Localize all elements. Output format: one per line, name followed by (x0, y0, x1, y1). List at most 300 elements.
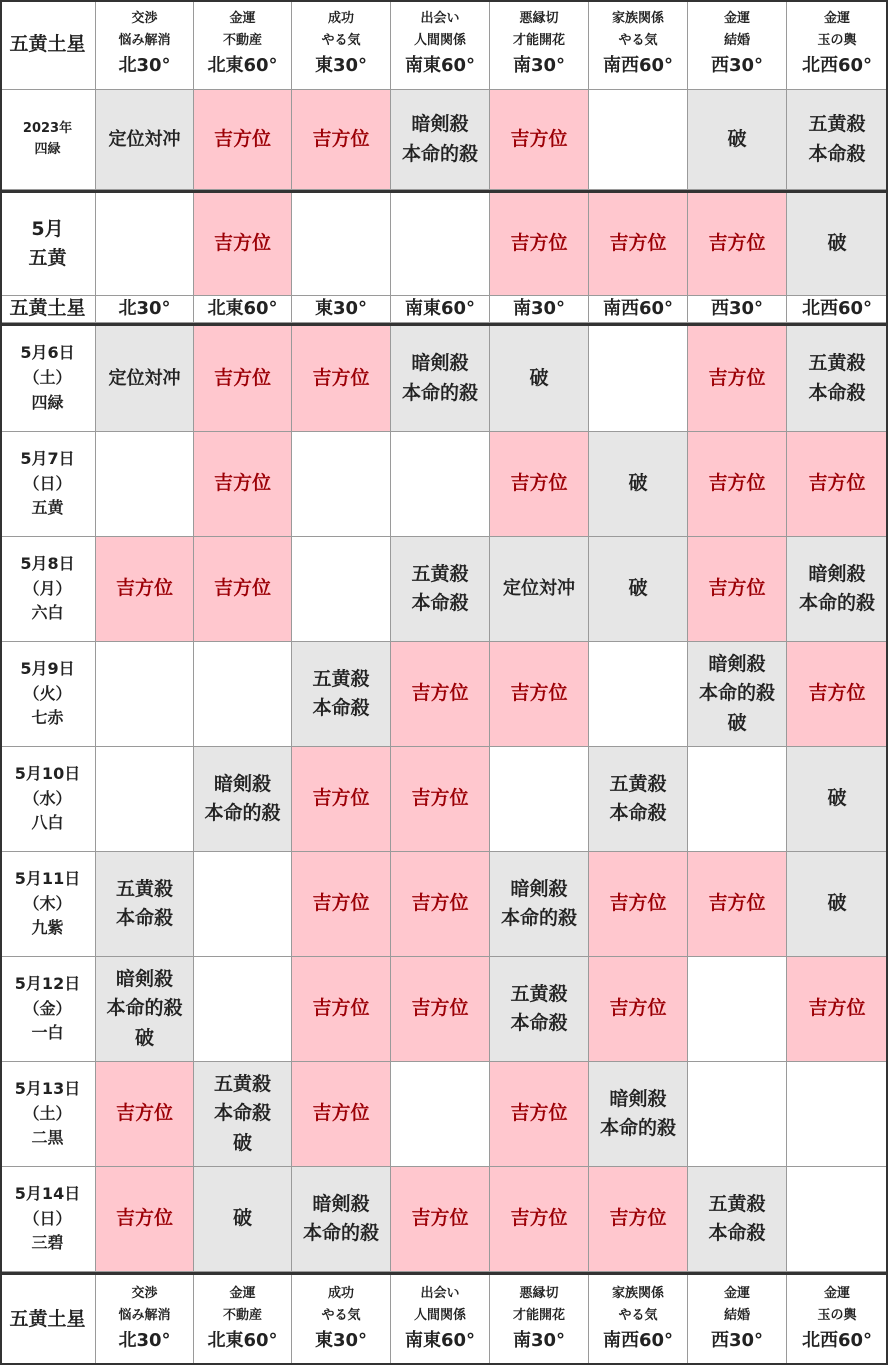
cell-text: 本命殺 (312, 697, 370, 719)
day-row-5-label (0, 747, 96, 852)
cell-text: 本命的殺 (599, 1117, 676, 1139)
month-row-cell-8 (787, 193, 888, 296)
day-row-8-label-line: 5月13日 (14, 1078, 81, 1098)
cell-text: 本命殺 (115, 907, 173, 929)
day-row-3-cell-7 (688, 537, 787, 642)
cell-text: 吉方位 (708, 892, 766, 915)
year-row-label-line: 2023年 (22, 121, 73, 137)
year-row-label-line: 四緑 (34, 141, 61, 157)
day-row-3-label-line: 5月8日 (20, 553, 75, 573)
cell-text: 破 (727, 127, 747, 150)
day-row-8-cell-7 (688, 1062, 787, 1167)
day-row-7-cell-6 (589, 957, 688, 1062)
cell-text: 本命的殺 (204, 802, 281, 824)
direction-purpose-2: 人間関係 (413, 1307, 466, 1323)
day-row-2-cell-7 (688, 432, 787, 537)
cell-text: 五黄殺 (808, 352, 866, 375)
header-direction-4 (391, 0, 490, 90)
cell-text: 吉方位 (312, 366, 370, 389)
footer-direction-1 (96, 1275, 194, 1365)
day-row-8-cell-1 (96, 1062, 194, 1167)
cell-text: 破 (827, 892, 847, 915)
cell-text: 本命殺 (609, 802, 667, 824)
day-row-7-cell-4 (391, 957, 490, 1062)
cell-text: 吉方位 (312, 892, 370, 915)
cell-text: 吉方位 (708, 577, 766, 600)
cell-text: 破 (727, 711, 747, 734)
day-row-5-cell-7 (688, 747, 787, 852)
day-row-4-label-line: 七赤 (31, 708, 64, 728)
cell-text: 吉方位 (609, 232, 667, 255)
day-row-1-cell-4 (391, 326, 490, 432)
cell-text: 五黄殺 (708, 1192, 766, 1215)
year-row-cell-3 (292, 90, 391, 190)
day-row-4-label-line: 5月9日 (20, 658, 75, 678)
day-row-7-label-line: 5月12日 (14, 973, 81, 993)
direction-angle: 東30° (314, 55, 368, 77)
cell-text: 吉方位 (510, 232, 568, 255)
day-row-9-label-line: 5月14日 (14, 1183, 81, 1203)
direction-angle: 北30° (118, 55, 171, 77)
year-row-cell-6 (589, 90, 688, 190)
month-row-label (0, 193, 96, 296)
day-row-8-cell-2 (194, 1062, 292, 1167)
direction-angle: 北西60° (801, 55, 873, 77)
cell-text: 吉方位 (312, 1102, 370, 1125)
day-row-7-cell-7 (688, 957, 787, 1062)
year-row-cell-8 (787, 90, 888, 190)
cell-text: 破 (827, 787, 847, 810)
day-row-7-cell-8 (787, 957, 888, 1062)
cell-text: 本命殺 (510, 1012, 568, 1034)
day-row-9-label-line: （日） (23, 1208, 72, 1228)
day-row-4-label (0, 642, 96, 747)
day-row-4-label-line: （火） (23, 683, 72, 703)
direction-purpose-2: 人間関係 (413, 32, 466, 48)
header-direction-2 (194, 0, 292, 90)
cell-text: 吉方位 (510, 1207, 568, 1230)
day-row-8-cell-6 (589, 1062, 688, 1167)
day-row-3-cell-1 (96, 537, 194, 642)
direction-purpose-1: 金運 (229, 11, 256, 27)
cell-text: 暗剣殺 (708, 652, 766, 675)
cell-text: 暗剣殺 (411, 352, 469, 375)
footer-direction-5 (490, 1275, 589, 1365)
day-row-9-label (0, 1167, 96, 1272)
day-row-1-cell-6 (589, 326, 688, 432)
day-row-8-cell-8 (787, 1062, 888, 1167)
day-row-7-label-line: 一白 (31, 1023, 64, 1043)
cell-text: 吉方位 (213, 472, 271, 495)
day-row-5-cell-1 (96, 747, 194, 852)
direction-purpose-2: 玉の輿 (817, 1307, 857, 1323)
day-row-7-cell-5 (490, 957, 589, 1062)
cell-text: 吉方位 (411, 997, 469, 1020)
direction-angle: 東30° (314, 1330, 368, 1352)
direction-angle: 南30° (512, 1330, 566, 1352)
month-direction-1 (96, 296, 194, 323)
day-row-9-cell-6 (589, 1167, 688, 1272)
direction-purpose-1: 家族関係 (611, 1286, 664, 1302)
cell-text: 吉方位 (411, 892, 469, 915)
day-row-9-cell-7 (688, 1167, 787, 1272)
cell-text: 本命的殺 (106, 997, 183, 1020)
day-row-6-label-line: （木） (23, 893, 72, 913)
cell-text: 暗剣殺 (411, 113, 469, 136)
cell-text: 吉方位 (609, 1207, 667, 1230)
header-direction-7 (688, 0, 787, 90)
day-row-6-cell-1 (96, 852, 194, 957)
day-row-7-label (0, 957, 96, 1062)
footer-direction-8 (787, 1275, 888, 1365)
cell-text: 本命的殺 (500, 907, 577, 929)
cell-text: 暗剣殺 (808, 562, 866, 585)
cell-text: 吉方位 (411, 1207, 469, 1230)
month-direction-6 (589, 296, 688, 323)
cell-text: 五黄殺 (213, 1072, 271, 1095)
day-row-5-label-line: （水） (23, 788, 72, 808)
cell-text: 吉方位 (115, 1207, 173, 1230)
cell-text: 吉方位 (213, 127, 271, 150)
day-row-3-label-line: 六白 (31, 603, 64, 623)
direction-purpose-2: やる気 (321, 1307, 361, 1323)
cell-text: 吉方位 (213, 232, 271, 255)
cell-text: 吉方位 (213, 366, 271, 389)
direction-angle: 南30° (512, 298, 566, 320)
cell-text: 破 (628, 472, 648, 495)
cell-text: 五黄殺 (115, 877, 173, 900)
day-row-3-label (0, 537, 96, 642)
direction-angle: 南東60° (404, 55, 476, 77)
direction-angle: 南西60° (602, 55, 674, 77)
cell-text: 本命殺 (708, 1222, 766, 1244)
footer-direction-2 (194, 1275, 292, 1365)
footer-direction-3 (292, 1275, 391, 1365)
cell-text: 五黄殺 (808, 113, 866, 136)
day-row-1-cell-3 (292, 326, 391, 432)
cell-text: 定位対冲 (108, 367, 181, 389)
day-row-5-cell-5 (490, 747, 589, 852)
day-row-7-cell-3 (292, 957, 391, 1062)
direction-purpose-1: 交渉 (131, 11, 158, 27)
direction-purpose-1: 交渉 (131, 1286, 158, 1302)
day-row-3-cell-6 (589, 537, 688, 642)
cell-text: 吉方位 (411, 682, 469, 705)
day-row-7-cell-2 (194, 957, 292, 1062)
day-row-5-label-line: 八白 (31, 813, 64, 833)
day-row-4-cell-1 (96, 642, 194, 747)
direction-purpose-2: 玉の輿 (817, 32, 857, 48)
direction-angle: 北東60° (207, 1330, 278, 1352)
direction-angle: 北西60° (801, 298, 873, 320)
direction-angle: 北30° (118, 298, 171, 320)
year-row-cell-7 (688, 90, 787, 190)
direction-angle: 南東60° (404, 298, 476, 320)
day-row-8-cell-4 (391, 1062, 490, 1167)
day-row-6-cell-2 (194, 852, 292, 957)
month-row-cell-3 (292, 193, 391, 296)
direction-purpose-1: 金運 (723, 11, 750, 27)
direction-purpose-1: 悪縁切 (519, 11, 559, 27)
day-row-5-label-line: 5月10日 (14, 763, 81, 783)
day-row-9-cell-2 (194, 1167, 292, 1272)
cell-text: 吉方位 (708, 232, 766, 255)
cell-text: 破 (628, 577, 648, 600)
day-row-2-cell-5 (490, 432, 589, 537)
day-row-5-cell-6 (589, 747, 688, 852)
cell-text: 吉方位 (808, 997, 866, 1020)
day-row-9-cell-1 (96, 1167, 194, 1272)
day-row-1-label-line: 四緑 (31, 392, 64, 412)
section-separator (0, 1272, 888, 1275)
month-row-label-line: 5月 (31, 217, 64, 240)
cell-text: 吉方位 (609, 997, 667, 1020)
day-row-8-label-line: （土） (23, 1103, 72, 1123)
cell-text: 吉方位 (510, 682, 568, 705)
day-row-1-label-line: 5月6日 (20, 343, 75, 363)
direction-purpose-2: やる気 (618, 32, 658, 48)
cell-text: 本命的殺 (698, 682, 775, 705)
cell-text: 本命的殺 (401, 381, 478, 404)
cell-text: 吉方位 (708, 366, 766, 389)
day-row-1-label-line: （土） (23, 368, 72, 388)
cell-text: 本命殺 (411, 592, 469, 614)
year-row-label (0, 90, 96, 190)
day-row-2-cell-6 (589, 432, 688, 537)
cell-text: 五黄殺 (510, 982, 568, 1005)
day-row-4-cell-3 (292, 642, 391, 747)
direction-purpose-1: 金運 (823, 11, 850, 27)
cell-text: 定位対冲 (108, 128, 181, 150)
direction-angle: 南西60° (602, 298, 674, 320)
year-row-cell-2 (194, 90, 292, 190)
direction-angle: 南30° (512, 55, 566, 77)
cell-text: 吉方位 (510, 1102, 568, 1125)
cell-text: 吉方位 (312, 787, 370, 810)
month-row-cell-2 (194, 193, 292, 296)
month-row-cell-1 (96, 193, 194, 296)
day-row-6-label-line: 5月11日 (14, 868, 81, 888)
footer-direction-6 (589, 1275, 688, 1365)
day-row-1-cell-5 (490, 326, 589, 432)
day-row-1-cell-8 (787, 326, 888, 432)
cell-text: 五黄殺 (411, 562, 469, 585)
direction-purpose-1: 金運 (823, 1286, 850, 1302)
day-row-9-cell-3 (292, 1167, 391, 1272)
cell-text: 吉方位 (808, 472, 866, 495)
direction-purpose-2: 才能開花 (512, 32, 565, 48)
day-row-4-cell-8 (787, 642, 888, 747)
day-row-7-label-line: （金） (23, 998, 72, 1018)
header-direction-6 (589, 0, 688, 90)
section-separator (0, 323, 888, 326)
direction-purpose-1: 家族関係 (611, 11, 664, 27)
cell-text: 破 (827, 232, 847, 255)
cell-text: 暗剣殺 (510, 877, 568, 900)
day-row-3-cell-8 (787, 537, 888, 642)
cell-text: 本命殺 (213, 1102, 271, 1125)
day-row-4-cell-4 (391, 642, 490, 747)
cell-text: 吉方位 (609, 892, 667, 915)
cell-text: 暗剣殺 (609, 1087, 667, 1110)
header-direction-8 (787, 0, 888, 90)
day-row-3-label-line: （月） (23, 578, 72, 598)
direction-angle: 南西60° (602, 1330, 674, 1352)
month-direction-corner-text: 五黄土星 (9, 297, 86, 320)
day-row-2-cell-3 (292, 432, 391, 537)
direction-angle: 東30° (314, 298, 368, 320)
cell-text: 本命殺 (808, 142, 866, 165)
day-row-3-cell-2 (194, 537, 292, 642)
day-row-4-cell-5 (490, 642, 589, 747)
header-direction-1 (96, 0, 194, 90)
day-row-2-cell-1 (96, 432, 194, 537)
cell-text: 暗剣殺 (115, 967, 173, 990)
direction-purpose-2: 結婚 (723, 1307, 750, 1323)
day-row-2-cell-4 (391, 432, 490, 537)
month-row-cell-5 (490, 193, 589, 296)
cell-text: 本命的殺 (798, 592, 875, 614)
section-separator (0, 190, 888, 193)
day-row-1-cell-1 (96, 326, 194, 432)
day-row-3-cell-5 (490, 537, 589, 642)
year-row-cell-1 (96, 90, 194, 190)
cell-text: 吉方位 (510, 472, 568, 495)
header-direction-3 (292, 0, 391, 90)
month-direction-3 (292, 296, 391, 323)
direction-purpose-2: やる気 (321, 32, 361, 48)
direction-purpose-1: 成功 (327, 11, 354, 27)
month-row-label-line: 五黄 (28, 247, 67, 269)
direction-angle: 北東60° (207, 298, 278, 320)
month-direction-4 (391, 296, 490, 323)
direction-angle: 南東60° (404, 1330, 476, 1352)
cell-text: 破 (529, 366, 549, 389)
day-row-1-cell-7 (688, 326, 787, 432)
cell-text: 破 (232, 1131, 252, 1154)
month-direction-5 (490, 296, 589, 323)
direction-purpose-2: 結婚 (723, 32, 750, 48)
cell-text: 破 (232, 1207, 252, 1230)
direction-purpose-2: 不動産 (222, 1307, 262, 1323)
day-row-2-label-line: 5月7日 (20, 448, 75, 468)
cell-text: 吉方位 (312, 997, 370, 1020)
day-row-6-cell-3 (292, 852, 391, 957)
cell-text: 五黄殺 (312, 667, 370, 690)
cell-text: 吉方位 (411, 787, 469, 810)
direction-purpose-1: 金運 (229, 1286, 256, 1302)
cell-text: 吉方位 (808, 682, 866, 705)
cell-text: 吉方位 (510, 127, 568, 150)
month-direction-8 (787, 296, 888, 323)
cell-text: 吉方位 (708, 472, 766, 495)
month-direction-7 (688, 296, 787, 323)
direction-angle: 西30° (710, 1330, 764, 1352)
day-row-4-cell-6 (589, 642, 688, 747)
month-direction-2 (194, 296, 292, 323)
day-row-6-cell-4 (391, 852, 490, 957)
cell-text: 暗剣殺 (312, 1192, 370, 1215)
footer-corner-label (0, 1275, 96, 1365)
cell-text: 破 (134, 1026, 154, 1049)
day-row-5-cell-8 (787, 747, 888, 852)
day-row-1-label (0, 326, 96, 432)
month-row-cell-6 (589, 193, 688, 296)
day-row-5-cell-4 (391, 747, 490, 852)
header-direction-5 (490, 0, 589, 90)
cell-text: 本命的殺 (302, 1222, 379, 1244)
day-row-5-cell-3 (292, 747, 391, 852)
day-row-2-cell-8 (787, 432, 888, 537)
month-row-cell-7 (688, 193, 787, 296)
direction-angle: 北西60° (801, 1330, 873, 1352)
day-row-9-cell-4 (391, 1167, 490, 1272)
day-row-4-cell-2 (194, 642, 292, 747)
cell-text: 五黄殺 (609, 772, 667, 795)
year-row-cell-4 (391, 90, 490, 190)
direction-angle: 北30° (118, 1330, 171, 1352)
day-row-1-cell-2 (194, 326, 292, 432)
month-direction-corner (0, 296, 96, 323)
footer-corner-text: 五黄土星 (9, 1307, 86, 1330)
cell-text: 本命殺 (808, 381, 866, 404)
day-row-2-label (0, 432, 96, 537)
cell-text: 暗剣殺 (213, 772, 271, 795)
footer-direction-7 (688, 1275, 787, 1365)
direction-purpose-1: 成功 (327, 1286, 354, 1302)
day-row-5-cell-2 (194, 747, 292, 852)
direction-purpose-1: 出会い (420, 11, 460, 27)
day-row-8-cell-5 (490, 1062, 589, 1167)
footer-direction-4 (391, 1275, 490, 1365)
cell-text: 吉方位 (115, 577, 173, 600)
day-row-2-label-line: （日） (23, 473, 72, 493)
direction-purpose-1: 出会い (420, 1286, 460, 1302)
day-row-3-cell-3 (292, 537, 391, 642)
day-row-4-cell-7 (688, 642, 787, 747)
cell-text: 定位対冲 (503, 578, 575, 600)
day-row-6-label-line: 九紫 (31, 918, 64, 938)
header-corner-label (0, 0, 96, 90)
cell-text: 吉方位 (312, 127, 370, 150)
direction-purpose-1: 金運 (723, 1286, 750, 1302)
day-row-8-label (0, 1062, 96, 1167)
direction-purpose-2: 不動産 (222, 32, 262, 48)
direction-purpose-2: 悩み解消 (118, 1307, 171, 1323)
day-row-7-cell-1 (96, 957, 194, 1062)
header-corner-text: 五黄土星 (9, 32, 86, 55)
direction-purpose-2: やる気 (618, 1307, 658, 1323)
day-row-6-cell-5 (490, 852, 589, 957)
cell-text: 吉方位 (115, 1102, 173, 1125)
day-row-6-label (0, 852, 96, 957)
day-row-6-cell-6 (589, 852, 688, 957)
month-row-cell-4 (391, 193, 490, 296)
year-row-cell-5 (490, 90, 589, 190)
direction-purpose-2: 悩み解消 (118, 32, 171, 48)
direction-angle: 西30° (710, 298, 764, 320)
cell-text: 吉方位 (213, 577, 271, 600)
day-row-8-label-line: 二黒 (31, 1128, 64, 1148)
direction-purpose-2: 才能開花 (512, 1307, 565, 1323)
day-row-2-cell-2 (194, 432, 292, 537)
day-row-2-label-line: 五黄 (31, 498, 64, 518)
direction-angle: 西30° (710, 55, 764, 77)
day-row-9-cell-5 (490, 1167, 589, 1272)
day-row-8-cell-3 (292, 1062, 391, 1167)
day-row-9-label-line: 三碧 (31, 1233, 64, 1253)
day-row-9-cell-8 (787, 1167, 888, 1272)
